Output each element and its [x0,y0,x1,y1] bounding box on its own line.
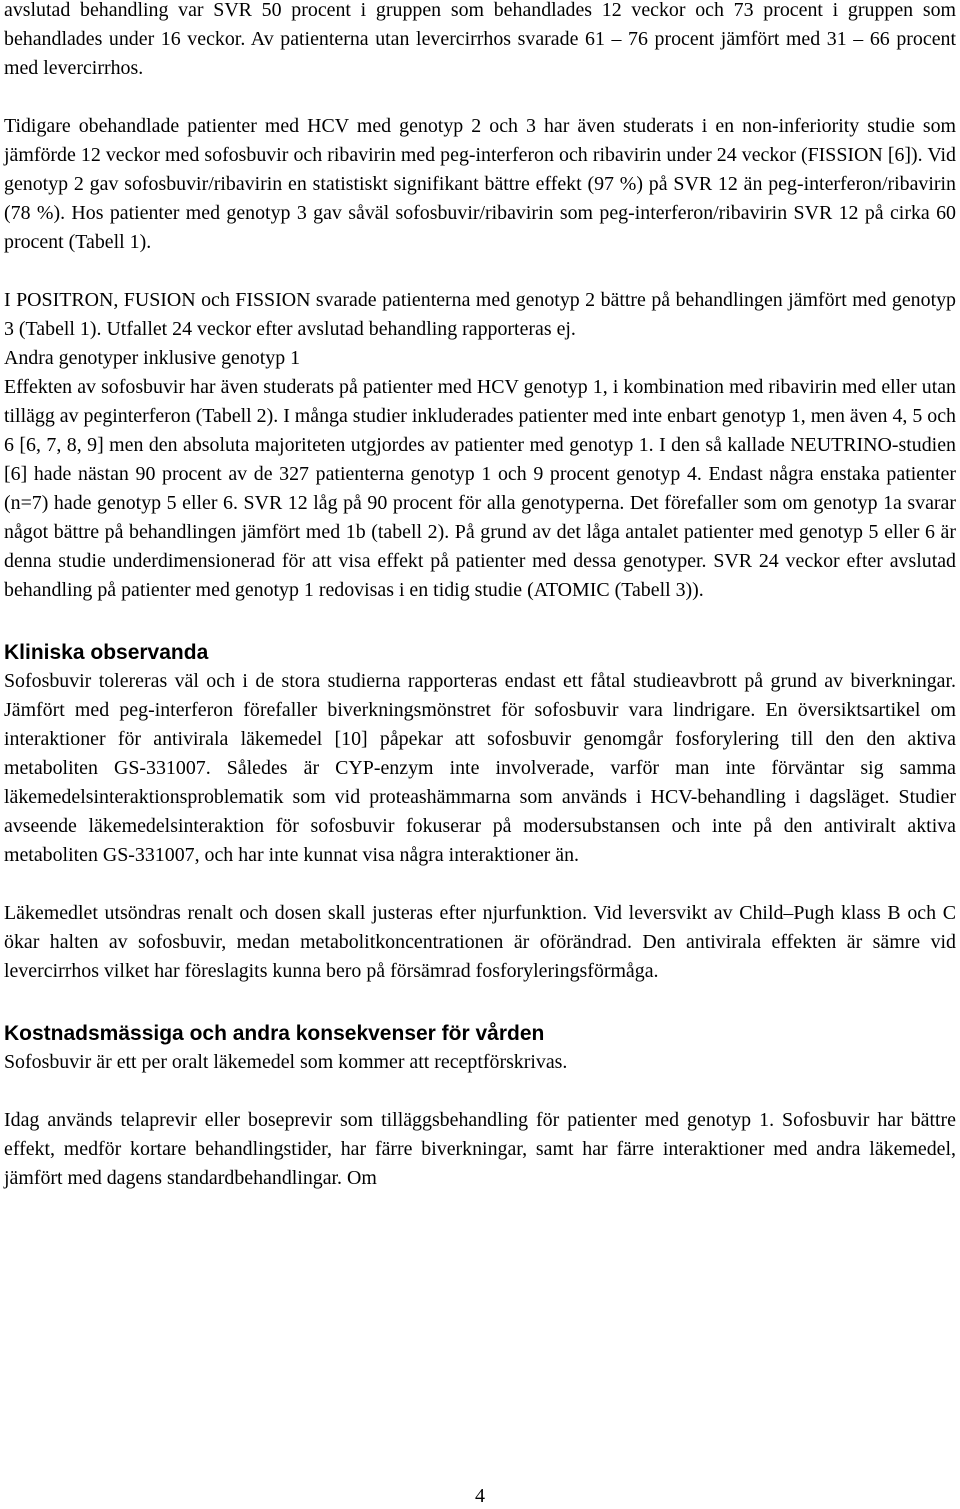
paragraph-genotype-comparison: I POSITRON, FUSION och FISSION svarade patienterna med genotyp 2 bättre på behandlingen jämfört med genotyp 3 (Tabell 1). Utfallet 24 veckor efter avslutad behandling rapporteras ej. [4,289,956,340]
document-page [4,0,956,1193]
paragraph-svr-results: avslutad behandling var SVR 50 procent i gruppen som behandlades 12 veckor och 73 procent i gruppen som behandlades under 16 veckor. Av patienterna utan levercirrhos svarade 61 – 76 procent jämfört med 31 – 66 procent med levercirrhos. [4,0,956,79]
subheading-other-genotypes: Andra genotyper inklusive genotyp 1 [4,347,301,369]
page-number: 4 [475,1485,485,1507]
paragraph-fission-study: Tidigare obehandlade patienter med HCV med genotyp 2 och 3 har även studerats i en non-inferiority studie som jämförde 12 veckor med sofosbuvir och ribavirin med peg-interferon och ribavirin under 24 veckor (FISSION [6]). Vid genotyp 2 gav sofosbuvir/ribavirin en statistiskt signifikant bättre effekt (97 %) på SVR 12 än peg-interferon/ribavirin (78 %). Hos patienter med genotyp 3 gav såväl sofosbuvir/ribavirin som peg-interferon/ribavirin SVR 12 på cirka 60 procent (Tabell 1). [4,115,956,253]
heading-cost-consequences: Kostnadsmässiga och andra konsekvenser för vården [4,1022,545,1045]
paragraph-tolerability: Sofosbuvir tolereras väl och i de stora studierna rapporteras endast ett fåtal studieavbrott på grund av biverkningar. Jämfört med peg-interferon förefaller biverkningsmönstret för sofosbuvir vara lindrigare. En översiktsartikel om interaktioner för antivirala läkemedel [10] påpekar att sofosbuvir genomgår fosforylering till den den aktiva metaboliten GS-331007. Således är CYP-enzym inte involverade, varför man inte förväntar sig samma läkemedelsinteraktionsproblematik som vid proteashämmarna som används i HCV-behandling i dagsläget. Studier avseende läkemedelsinteraktion för sofosbuvir fokuserar på modersubstansen och inte på den antiviralt aktiva metaboliten GS-331007, och har inte kunnat visa några interaktioner än. [4,670,956,866]
paragraph-renal-excretion: Läkemedlet utsöndras renalt och dosen skall justeras efter njurfunktion. Vid leversvikt av Child–Pugh klass B och C ökar halten av sofosbuvir, medan metabolitkoncentrationen är oförändrad. Den antivirala effekten är sämre vid levercirrhos vilket har föreslagits kunna bero på försämrad fosforyleringsförmåga. [4,902,956,982]
paragraph-current-treatment: Idag används telaprevir eller boseprevir som tilläggsbehandling för patienter med genotyp 1. Sofosbuvir har bättre effekt, medför kortare behandlingstider, har färre biverkningar, samt har färre interaktioner med andra läkemedel, jämfört med dagens standardbehandlingar. Om [4,1109,956,1189]
heading-clinical-observations: Kliniska observanda [4,641,209,664]
paragraph-oral-drug: Sofosbuvir är ett per oralt läkemedel som kommer att receptförskrivas. [4,1051,568,1073]
paragraph-genotype1-effect: Effekten av sofosbuvir har även studerats på patienter med HCV genotyp 1, i kombination med ribavirin med eller utan tillägg av peginterferon (Tabell 2). I många studier inkluderades patienter med inte enbart genotyp 1, men även 4, 5 och 6 [6, 7, 8, 9] men den absoluta majoriteten utgjordes av patienter med genotyp 1. I den så kallade NEUTRINO-studien [6] hade nästan 90 procent av de 327 patienterna genotyp 1 och 9 procent genotyp 4. Endast några enstaka patienter (n=7) hade genotyp 5 eller 6. SVR 12 låg på 90 procent för alla genotyperna. Det förefaller som om genotyp 1a svarar något bättre på behandlingen jämfört med 1b (tabell 2). På grund av det låga antalet patienter med genotyp 5 eller 6 är denna studie underdimensionerad för att visa effekt på patienter med dessa genotyper. SVR 24 veckor efter avslutad behandling på patienter med genotyp 1 redovisas i en tidig studie (ATOMIC (Tabell 3)). [4,376,956,601]
